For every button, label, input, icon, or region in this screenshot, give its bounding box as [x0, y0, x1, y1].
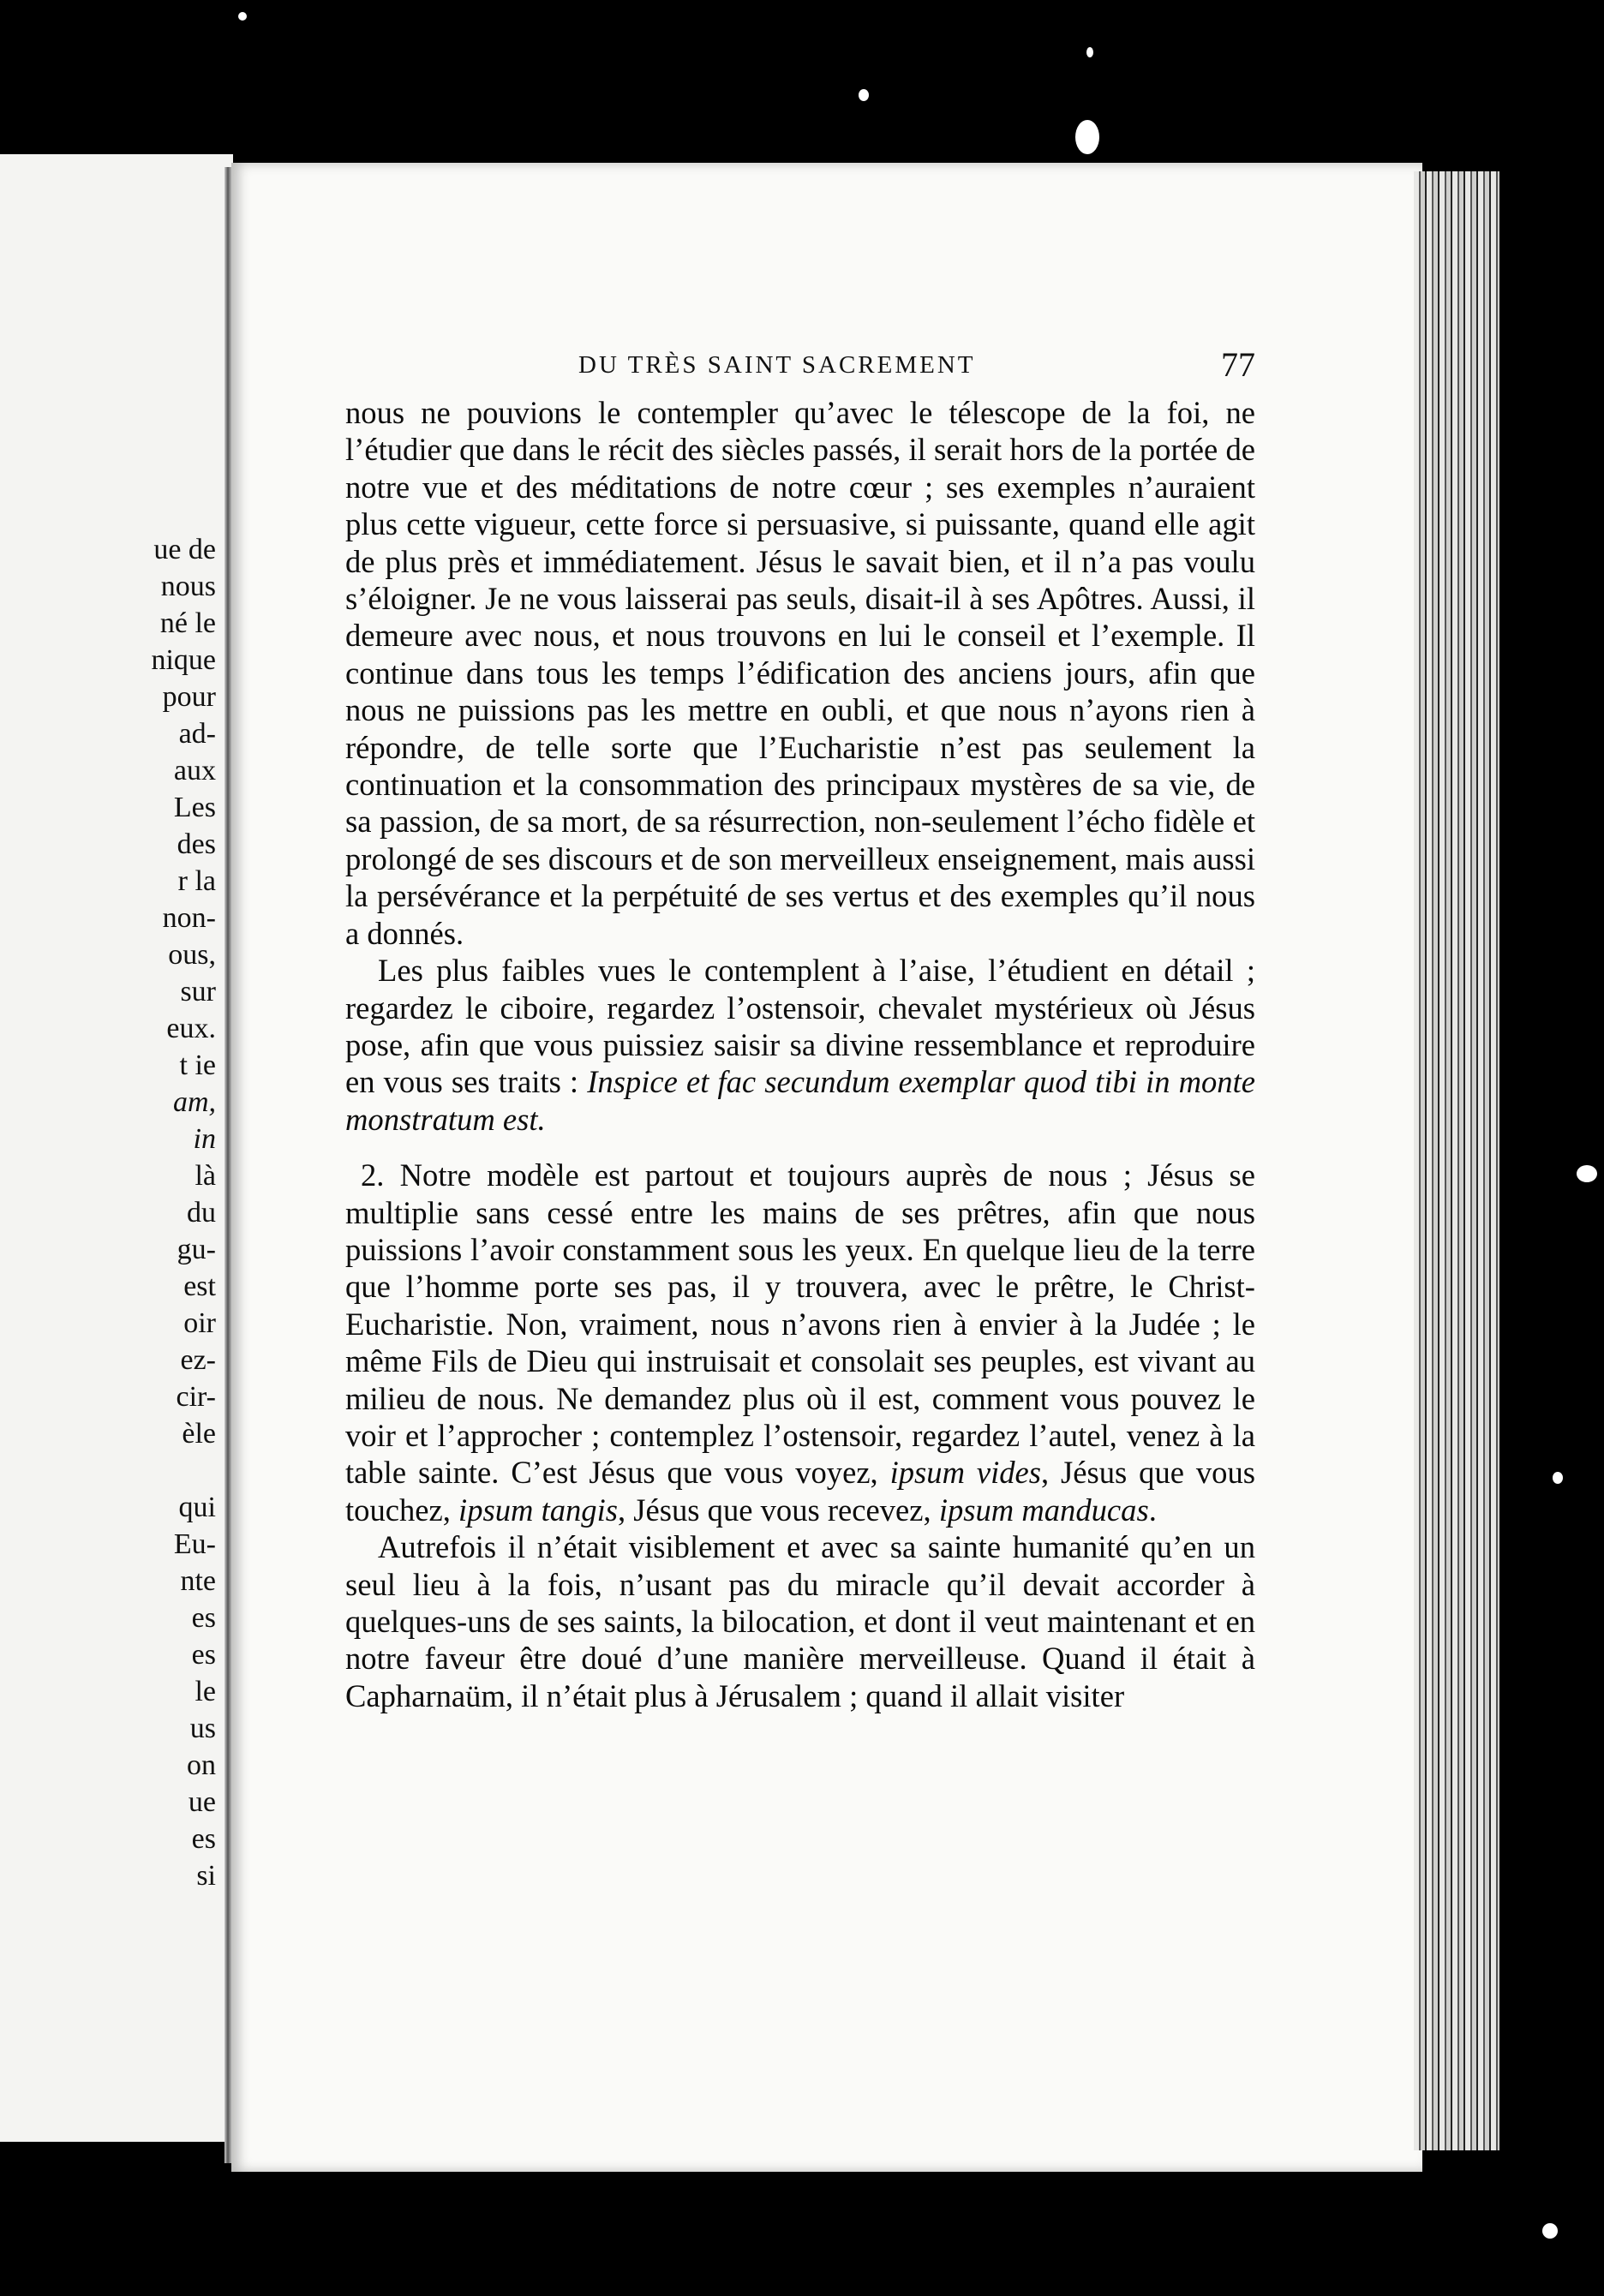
left-page-fragment: sur [180, 976, 216, 1007]
left-page-fragment: là [195, 1160, 216, 1192]
left-page-fragment: nte [180, 1565, 216, 1597]
left-page-fragment: le [195, 1676, 216, 1707]
left-page-fragment: des [177, 828, 216, 860]
left-page-fragment: pour [162, 681, 216, 713]
left-page-fragment: eux. [166, 1013, 216, 1044]
left-page-fragment: est [183, 1271, 216, 1302]
paragraph-3-mid: , Jésus que vous touchez, [345, 1455, 1255, 1528]
left-page-fragment: si [196, 1860, 216, 1892]
left-page-fragment: ad- [178, 718, 216, 750]
latin-quote: Inspice et fac secundum exemplar quod tibi in monte monstratum est. [345, 1064, 1255, 1137]
page-number: 77 [1221, 345, 1255, 384]
left-page-fragment: t ie [179, 1049, 216, 1081]
left-page-fragment: qui [178, 1492, 216, 1523]
paragraph-3-text: Notre modèle est partout et toujours auprès de nous ; Jésus se multiplie sans cessé entre les mains de ses prêtres, afin que nous puissions l’avoir constamment sous les yeux. En quelque lieu de la terre que l’homme porte ses pas, il y trouvera, avec le prêtre, le Christ-Eucharistie. Non, vraiment, nous n’avons rien à envier à la Judée ; le même Fils de Dieu qui instruisait et consolait ses peuples, est vivant au milieu de nous. Ne demandez plus où il est, comment vous pouvez le voir et l’approcher ; contemplez l’ostensoir, regardez l’autel, venez à la table sainte. C’est Jésus que vous voyez, [345, 1157, 1255, 1491]
left-page-fragment: on [187, 1749, 216, 1781]
left-page-fragment: cir- [176, 1381, 216, 1413]
page-header [347, 344, 1255, 396]
left-page-fragment: nique [151, 644, 216, 676]
dust-speck [1577, 1165, 1597, 1182]
dust-speck [1075, 120, 1099, 154]
latin-ipsum-tangis: ipsum tangis [458, 1492, 618, 1528]
left-page-fragment: oir [183, 1307, 216, 1339]
paragraph-4: Autrefois il n’était visiblement et avec sa sainte humanité qu’en un seul lieu à la fois, n’usant pas du miracle qu’il devait accorder à quelques-uns de ses saints, la bilocation, et dont il veut maintenant et en notre faveur être doué d’une manière merveilleuse. Quand il était à Capharnaüm, il n’était plus à Jérusalem ; quand il allait visiter [345, 1529, 1255, 1713]
left-page [0, 154, 233, 2142]
left-page-fragment: es [191, 1823, 216, 1855]
left-page-fragment: non- [162, 902, 216, 934]
dust-speck [1086, 47, 1093, 57]
left-page-fragment: ue de [153, 534, 216, 565]
left-page-fragment: es [191, 1602, 216, 1634]
left-page-fragment: Eu- [173, 1528, 216, 1560]
paragraph-3-end: . [1148, 1492, 1157, 1528]
left-page-fragment [45, 1452, 216, 1489]
paragraph-2-text: Les plus faibles vues le contemplent à l’aise, l’étudient en détail ; regardez le ciboire, regardez l’ostensoir, chevalet mystérieux où Jésus pose, afin que vous puissiez saisir sa divine ressemblance et reproduire en vous ses traits : [345, 953, 1255, 1100]
left-page-fragment: du [187, 1197, 216, 1229]
left-page-fragment: gu- [177, 1234, 216, 1265]
left-page-fragment: r la [177, 865, 216, 897]
left-page-fragment: aux [173, 755, 216, 786]
paragraph-2 [345, 952, 1255, 1138]
body-text [345, 394, 1255, 1714]
page-edges [1414, 171, 1499, 2150]
paragraph-3-mid2: , Jésus que vous recevez, [618, 1492, 939, 1528]
dust-speck [1542, 2223, 1558, 2239]
left-page-fragment: es [191, 1639, 216, 1671]
left-page-fragment: ez- [180, 1344, 216, 1376]
section-number: 2. [361, 1157, 385, 1193]
left-page-fragment: Les [173, 792, 216, 823]
latin-ipsum-vides: ipsum vides [889, 1455, 1042, 1491]
left-page-fragment: in [193, 1123, 216, 1155]
latin-ipsum-manducas: ipsum manducas [938, 1492, 1149, 1528]
dust-speck [238, 12, 247, 21]
running-head: DU TRÈS SAINT SACREMENT [578, 351, 976, 379]
left-page-text-fragments [45, 531, 216, 1894]
left-page-fragment: am, [172, 1086, 216, 1118]
paragraph-1: nous ne pouvions le contempler qu’avec le télescope de la foi, ne l’étudier que dans le récit des siècles passés, il serait hors de la portée de notre vue et des méditations de notre cœur ; ses exemples n’auraient plus cette vigueur, cette force si persuasive, si puissante, quand elle agit de plus près et immédiatement. Jésus le savait bien, et il n’a pas voulu s’éloigner. Je ne vous laisserai pas seuls, disait-il à ses Apôtres. Aussi, il demeure avec nous, et nous trouvons en lui le conseil et l’exemple. Il continue dans tous les temps l’édification des anciens jours, afin que nous ne puissions pas les mettre en oubli, et que nous n’ayons rien à répondre, de telle sorte que l’Eucharistie n’est pas seulement la continuation et la consommation des principaux mystères de sa vie, de sa passion, de sa mort, de sa résurrection, non-seulement l’écho fidèle et prolongé de ses discours et de son merveilleux enseignement, mais aussi la persévérance et la perpétuité de ses vertus et des exemples qu’il nous a donnés. [345, 395, 1255, 951]
paragraph-3 [345, 1157, 1255, 1528]
left-page-fragment: né le [159, 607, 216, 639]
left-page-fragment: ue [188, 1786, 216, 1818]
left-page-fragment: us [189, 1713, 216, 1744]
dust-speck [1553, 1472, 1563, 1484]
left-page-fragment: èle [182, 1418, 216, 1450]
left-page-fragment: ous, [168, 939, 216, 971]
left-page-fragment: nous [160, 571, 216, 602]
dust-speck [859, 89, 869, 101]
